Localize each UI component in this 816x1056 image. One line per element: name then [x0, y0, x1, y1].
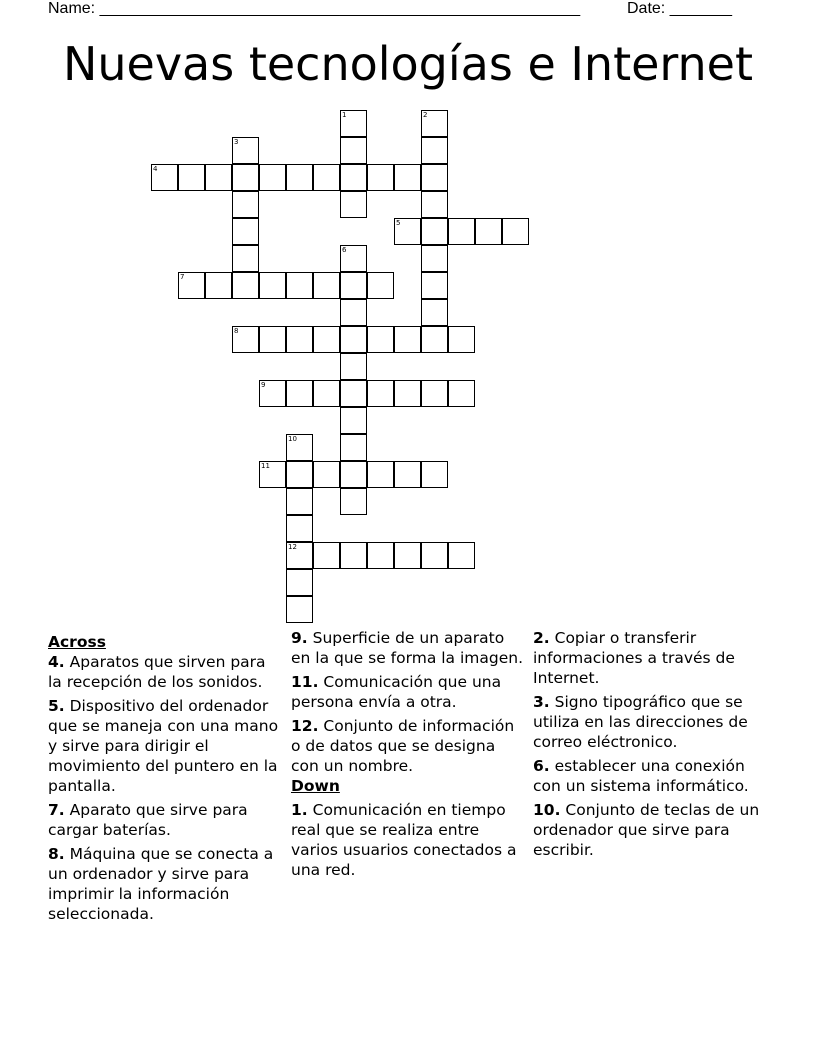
grid-cell[interactable] [313, 272, 340, 299]
grid-cell[interactable] [448, 380, 475, 407]
cell-number: 10 [288, 435, 297, 443]
grid-cell[interactable] [421, 299, 448, 326]
grid-cell[interactable] [151, 164, 178, 191]
grid-cell[interactable] [286, 461, 313, 488]
cell-number: 7 [180, 273, 185, 281]
down-heading: Down [291, 777, 340, 795]
clue-across-12: 12. Conjunto de información o de datos que se designa con un nombre. [291, 717, 515, 775]
grid-cell[interactable] [232, 326, 259, 353]
grid-cell[interactable] [205, 164, 232, 191]
cell-number: 2 [423, 111, 428, 119]
clue-across-9: 9. Superficie de un aparato en la que se forma la imagen. [291, 629, 524, 667]
cell-number: 3 [234, 138, 239, 146]
grid-cell[interactable] [394, 380, 421, 407]
page-title: Nuevas tecnologías e Internet [62, 37, 754, 91]
grid-cell[interactable] [286, 569, 313, 596]
name-field-line: Name: ______________________________________________________ [48, 0, 581, 17]
grid-cell[interactable] [421, 380, 448, 407]
grid-cell[interactable] [421, 164, 448, 191]
grid-cell[interactable] [286, 164, 313, 191]
grid-cell[interactable] [286, 272, 313, 299]
grid-cell[interactable] [394, 461, 421, 488]
grid-cell[interactable] [313, 461, 340, 488]
grid-cell[interactable] [394, 218, 421, 245]
grid-cell[interactable] [286, 488, 313, 515]
clue-across-5: 5. Dispositivo del ordenador que se maneja con una mano y sirve para dirigir el movimiento del puntero en la pantalla. [48, 697, 279, 795]
grid-cell[interactable] [259, 326, 286, 353]
grid-cell[interactable] [340, 461, 367, 488]
grid-cell[interactable] [502, 218, 529, 245]
grid-cell[interactable] [178, 164, 205, 191]
grid-cell[interactable] [340, 353, 367, 380]
grid-cell[interactable] [394, 326, 421, 353]
cell-number: 1 [342, 111, 347, 119]
grid-cell[interactable] [340, 299, 367, 326]
grid-cell[interactable] [394, 164, 421, 191]
grid-cell[interactable] [367, 272, 394, 299]
grid-cell[interactable] [259, 272, 286, 299]
grid-cell[interactable] [367, 164, 394, 191]
grid-cell[interactable] [286, 380, 313, 407]
clues-column-2 [291, 628, 527, 884]
grid-cell[interactable] [259, 164, 286, 191]
grid-cell[interactable] [313, 164, 340, 191]
grid-cell[interactable] [205, 272, 232, 299]
grid-cell[interactable] [367, 380, 394, 407]
cell-number: 11 [261, 462, 270, 470]
grid-cell[interactable] [313, 380, 340, 407]
grid-cell[interactable] [421, 461, 448, 488]
clue-down-3: 3. Signo tipográfico que se utiliza en las direcciones de correo eléctronico. [533, 693, 748, 751]
cell-number: 8 [234, 327, 239, 335]
cell-number: 6 [342, 246, 347, 254]
grid-cell[interactable] [421, 191, 448, 218]
cell-number: 4 [153, 165, 158, 173]
grid-cell[interactable] [340, 137, 367, 164]
grid-cell[interactable] [232, 191, 259, 218]
cell-number: 5 [396, 219, 401, 227]
clues-column-3 [533, 628, 769, 864]
grid-cell[interactable] [178, 272, 205, 299]
grid-cell[interactable] [448, 326, 475, 353]
grid-cell[interactable] [286, 596, 313, 623]
grid-cell[interactable] [340, 542, 367, 569]
grid-cell[interactable] [367, 542, 394, 569]
grid-cell[interactable] [367, 326, 394, 353]
clue-down-6: 6. establecer una conexión con un sistema informático. [533, 757, 749, 795]
grid-cell[interactable] [340, 110, 367, 137]
clue-across-8: 8. Máquina que se conecta a un ordenador y sirve para imprimir la información seleccionada. [48, 845, 274, 923]
grid-cell[interactable] [340, 380, 367, 407]
clue-across-7: 7. Aparato que sirve para cargar baterías. [48, 801, 248, 839]
grid-cell[interactable] [340, 407, 367, 434]
grid-cell[interactable] [313, 542, 340, 569]
grid-cell[interactable] [232, 245, 259, 272]
grid-cell[interactable] [259, 461, 286, 488]
grid-cell[interactable] [448, 218, 475, 245]
grid-cell[interactable] [286, 326, 313, 353]
grid-cell[interactable] [340, 245, 367, 272]
grid-cell[interactable] [421, 218, 448, 245]
across-heading: Across [48, 633, 106, 651]
grid-cell[interactable] [394, 542, 421, 569]
grid-cell[interactable] [340, 488, 367, 515]
grid-cell[interactable] [367, 461, 394, 488]
grid-cell[interactable] [421, 137, 448, 164]
grid-cell[interactable] [259, 380, 286, 407]
grid-cell[interactable] [340, 272, 367, 299]
grid-cell[interactable] [232, 137, 259, 164]
grid-cell[interactable] [340, 326, 367, 353]
grid-cell[interactable] [286, 434, 313, 461]
grid-cell[interactable] [448, 542, 475, 569]
clue-down-10: 10. Conjunto de teclas de un ordenador que sirve para escribir. [533, 801, 760, 859]
grid-cell[interactable] [286, 515, 313, 542]
grid-cell[interactable] [232, 218, 259, 245]
date-field-line: Date: _______ [627, 0, 732, 17]
cell-number: 9 [261, 381, 266, 389]
grid-cell[interactable] [421, 272, 448, 299]
grid-cell[interactable] [421, 542, 448, 569]
grid-cell[interactable] [421, 326, 448, 353]
grid-cell[interactable] [340, 191, 367, 218]
grid-cell[interactable] [232, 272, 259, 299]
grid-cell[interactable] [421, 110, 448, 137]
clue-down-1: 1. Comunicación en tiempo real que se realiza entre varios usuarios conectados a una red. [291, 801, 517, 879]
grid-cell[interactable] [475, 218, 502, 245]
clues-column-1 [48, 628, 284, 928]
grid-cell[interactable] [340, 164, 367, 191]
grid-cell[interactable] [421, 245, 448, 272]
grid-cell[interactable] [286, 542, 313, 569]
clue-across-11: 11. Comunicación que una persona envía a otra. [291, 673, 502, 711]
cell-number: 12 [288, 543, 297, 551]
grid-cell[interactable] [340, 434, 367, 461]
clue-across-4: 4. Aparatos que sirven para la recepción de los sonidos. [48, 653, 266, 691]
grid-cell[interactable] [232, 164, 259, 191]
clue-down-2: 2. Copiar o transferir informaciones a través de Internet. [533, 629, 735, 687]
grid-cell[interactable] [313, 326, 340, 353]
